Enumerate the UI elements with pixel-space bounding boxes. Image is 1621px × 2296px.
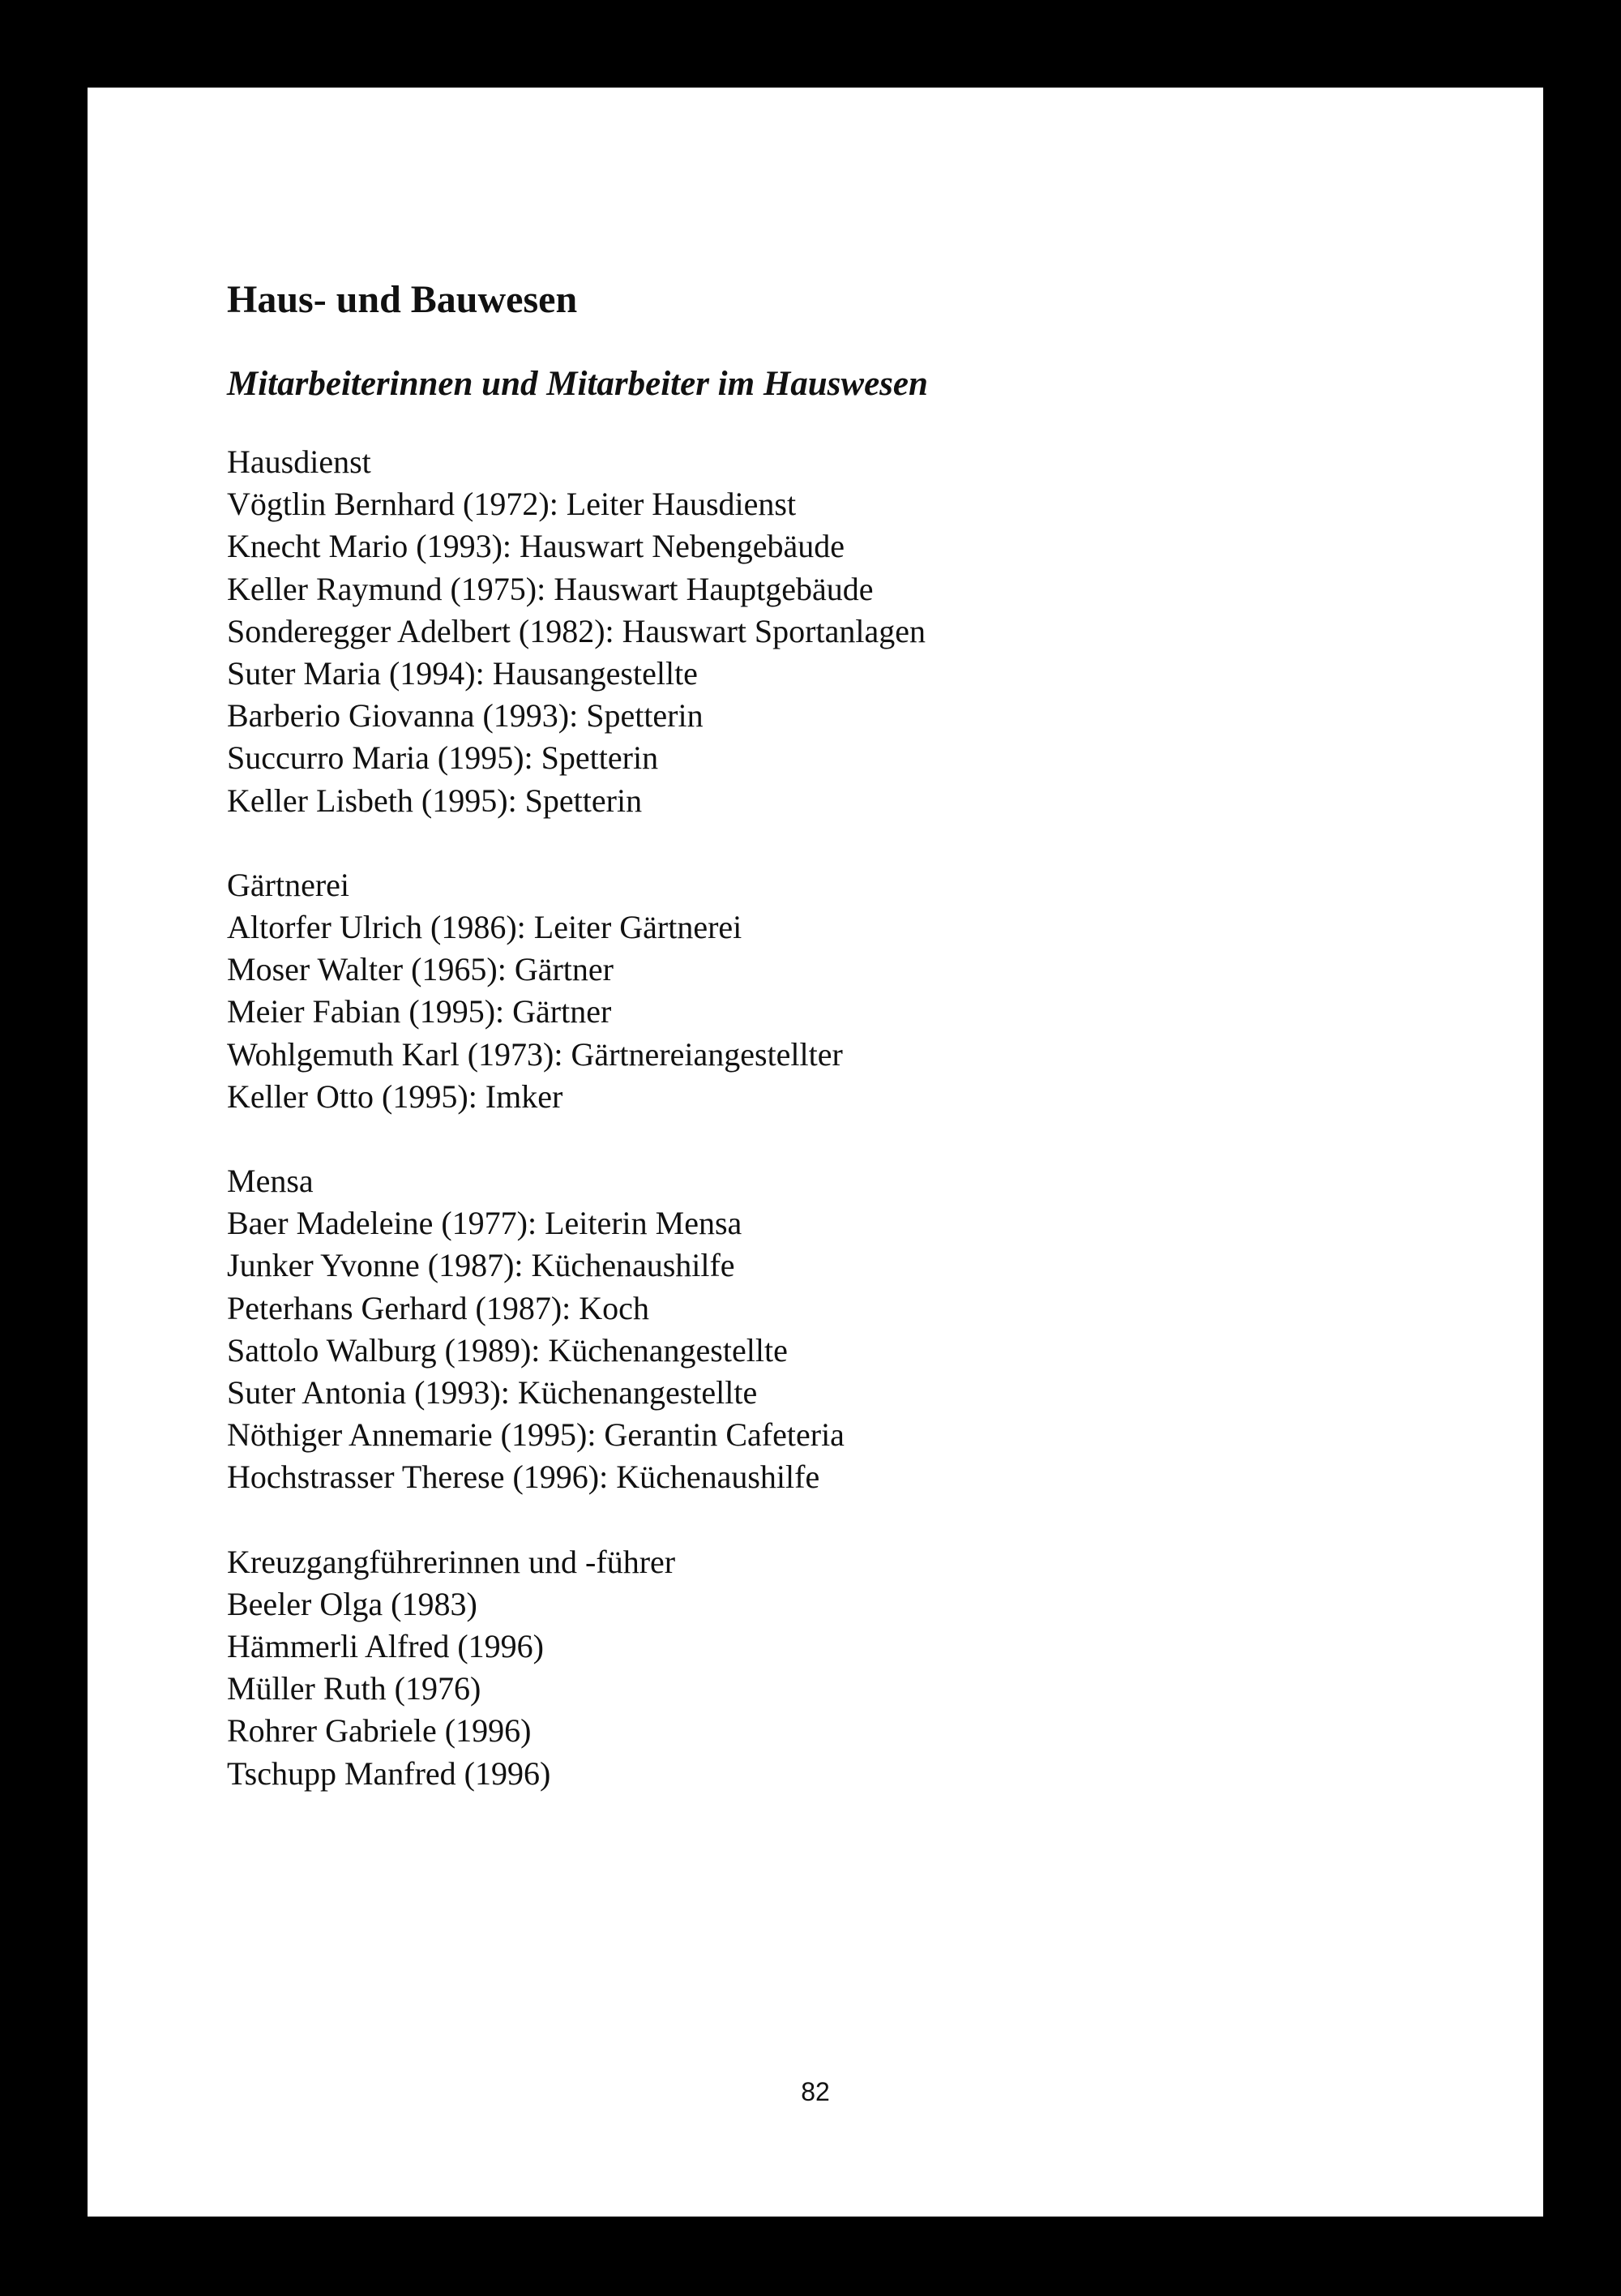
staff-entry: Tschupp Manfred (1996) xyxy=(227,1754,551,1792)
staff-section xyxy=(227,864,1443,1118)
staff-entry: Keller Raymund (1975): Hauswart Hauptgebäude xyxy=(227,570,874,607)
staff-entry: Suter Maria (1994): Hausangestellte xyxy=(227,655,698,692)
staff-entry: Rohrer Gabriele (1996) xyxy=(227,1712,532,1750)
staff-entry: Altorfer Ulrich (1986): Leiter Gärtnerei xyxy=(227,909,742,946)
staff-entry: Suter Antonia (1993): Küchenangestellte xyxy=(227,1374,758,1411)
staff-entry: Barberio Giovanna (1993): Spetterin xyxy=(227,697,704,735)
page-number: 82 xyxy=(801,2077,830,2106)
section-title: Hausdienst xyxy=(227,443,371,480)
section-title: Kreuzgangführerinnen und -führer xyxy=(227,1543,676,1580)
staff-entry: Keller Lisbeth (1995): Spetterin xyxy=(227,782,643,819)
staff-entry: Hochstrasser Therese (1996): Küchenaushilfe xyxy=(227,1459,820,1496)
staff-entry: Knecht Mario (1993): Hauswart Nebengebäude xyxy=(227,528,845,565)
staff-entry: Vögtlin Bernhard (1972): Leiter Hausdienst xyxy=(227,486,797,523)
section-title: Mensa xyxy=(227,1163,314,1200)
section-title: Gärtnerei xyxy=(227,866,350,903)
page-heading: Haus- und Bauwesen xyxy=(227,278,578,321)
staff-sections xyxy=(227,441,1443,1795)
staff-entry: Hämmerli Alfred (1996) xyxy=(227,1628,544,1665)
staff-entry: Keller Otto (1995): Imker xyxy=(227,1077,563,1115)
staff-entry: Junker Yvonne (1987): Küchenaushilfe xyxy=(227,1247,735,1284)
staff-section xyxy=(227,1541,1443,1795)
page-content xyxy=(227,277,1443,1837)
staff-entry: Baer Madeleine (1977): Leiterin Mensa xyxy=(227,1205,742,1242)
staff-entry: Beeler Olga (1983) xyxy=(227,1585,477,1622)
staff-entry: Meier Fabian (1995): Gärtner xyxy=(227,993,612,1030)
document-page xyxy=(88,88,1543,2217)
page-subheading: Mitarbeiterinnen und Mitarbeiter im Hauswesen xyxy=(227,365,928,403)
staff-entry: Peterhans Gerhard (1987): Koch xyxy=(227,1289,649,1326)
staff-entry: Succurro Maria (1995): Spetterin xyxy=(227,739,659,777)
staff-entry: Sattolo Walburg (1989): Küchenangestellte xyxy=(227,1331,788,1369)
staff-entry: Moser Walter (1965): Gärtner xyxy=(227,951,614,988)
staff-entry: Nöthiger Annemarie (1995): Gerantin Cafeteria xyxy=(227,1416,845,1454)
staff-section xyxy=(227,441,1443,822)
staff-entry: Sonderegger Adelbert (1982): Hauswart Sportanlagen xyxy=(227,612,926,649)
staff-section xyxy=(227,1160,1443,1499)
staff-entry: Wohlgemuth Karl (1973): Gärtnereiangestellter xyxy=(227,1035,843,1073)
staff-entry: Müller Ruth (1976) xyxy=(227,1670,481,1707)
